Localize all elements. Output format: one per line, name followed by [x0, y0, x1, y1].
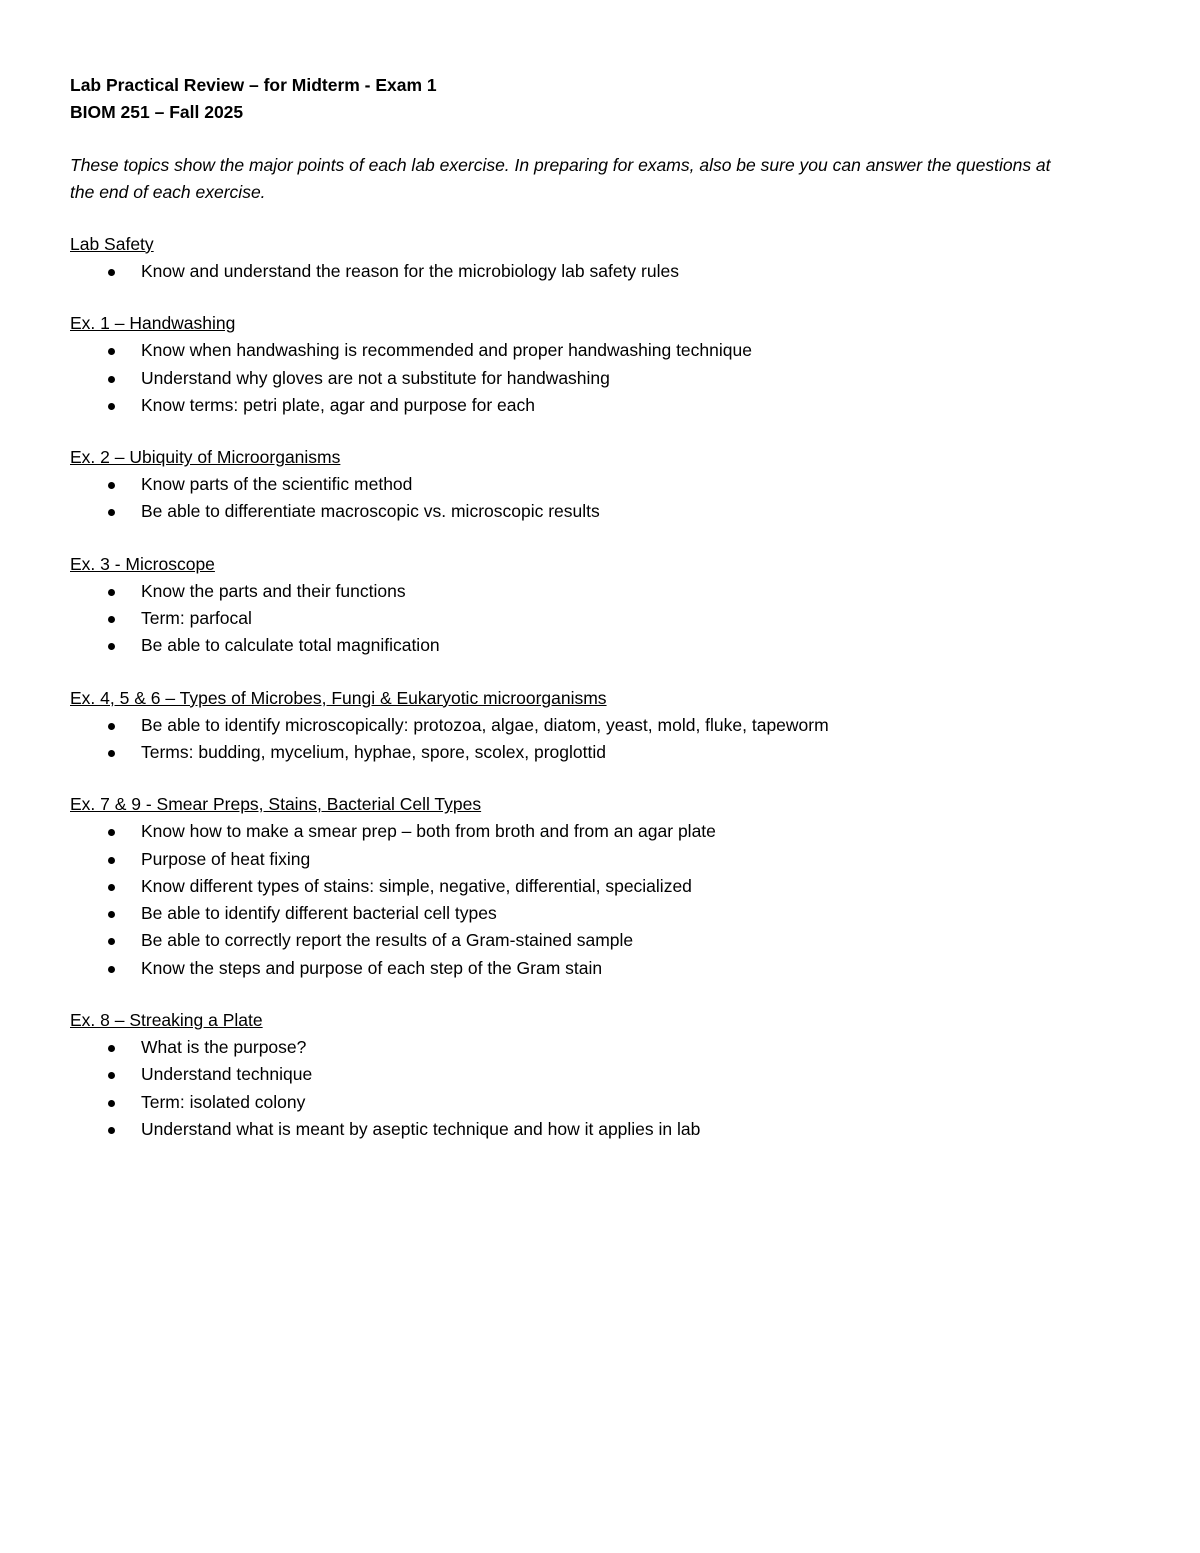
section: [70, 231, 1130, 285]
intro-paragraph: These topics show the major points of each lab exercise. In preparing for exams, also be sure you can answer the questions at the end of each exercise.: [70, 155, 1051, 202]
bullet-list: [70, 818, 1130, 982]
list-item: [70, 605, 1130, 632]
bullet-icon: [108, 1072, 115, 1079]
bullet-icon: [108, 616, 115, 623]
list-item-text: Know terms: petri plate, agar and purpose for each: [141, 394, 535, 415]
section-heading: Ex. 4, 5 & 6 – Types of Microbes, Fungi & Eukaryotic microorganisms: [70, 687, 607, 708]
list-item-text: Be able to identify different bacterial cell types: [141, 903, 497, 924]
list-item: [70, 1034, 1130, 1061]
list-item-text: Understand technique: [141, 1064, 313, 1085]
bullet-icon: [108, 723, 115, 730]
bullet-icon: [108, 1045, 115, 1052]
section: [70, 551, 1130, 660]
bullet-list: [70, 258, 1130, 285]
bullet-icon: [108, 1127, 115, 1134]
bullet-list: [70, 712, 1130, 767]
bullet-icon: [108, 376, 115, 383]
list-item-text: Know different types of stains: simple, negative, differential, specialized: [141, 875, 692, 896]
section-heading: Ex. 8 – Streaking a Plate: [70, 1010, 263, 1031]
course-line: BIOM 251 – Fall 2025: [70, 102, 244, 122]
list-item: [70, 632, 1130, 659]
bullet-list: [70, 337, 1130, 419]
list-item: [70, 578, 1130, 605]
bullet-icon: [108, 829, 115, 836]
bullet-icon: [108, 643, 115, 650]
document-title: Lab Practical Review – for Midterm - Exam 1: [70, 75, 437, 95]
section: [70, 791, 1130, 982]
section: [70, 1007, 1130, 1143]
section: [70, 444, 1130, 526]
section: [70, 310, 1130, 419]
bullet-icon: [108, 348, 115, 355]
list-item: [70, 258, 1130, 285]
bullet-icon: [108, 857, 115, 864]
bullet-icon: [108, 884, 115, 891]
list-item: [70, 1116, 1130, 1143]
list-item: [70, 739, 1130, 766]
list-item-text: Be able to differentiate macroscopic vs. microscopic results: [141, 501, 600, 522]
bullet-icon: [108, 938, 115, 945]
list-item-text: Know how to make a smear prep – both from broth and from an agar plate: [141, 821, 716, 842]
list-item: [70, 873, 1130, 900]
bullet-icon: [108, 911, 115, 918]
section: [70, 685, 1130, 767]
list-item-text: Be able to calculate total magnification: [141, 635, 440, 656]
bullet-icon: [108, 509, 115, 516]
list-item-text: Be able to identify microscopically: protozoa, algae, diatom, yeast, mold, fluke, tapeworm: [141, 714, 829, 735]
list-item: [70, 365, 1130, 392]
bullet-icon: [108, 589, 115, 596]
list-item-text: Term: isolated colony: [141, 1091, 306, 1112]
bullet-icon: [108, 482, 115, 489]
list-item-text: Understand what is meant by aseptic technique and how it applies in lab: [141, 1118, 701, 1139]
list-item-text: Know parts of the scientific method: [141, 474, 413, 495]
list-item-text: Purpose of heat fixing: [141, 848, 311, 869]
list-item: [70, 471, 1130, 498]
list-item-text: Know the parts and their functions: [141, 580, 406, 601]
section-heading: Ex. 7 & 9 - Smear Preps, Stains, Bacterial Cell Types: [70, 794, 482, 815]
list-item-text: Know the steps and purpose of each step of the Gram stain: [141, 957, 603, 978]
list-item: [70, 498, 1130, 525]
list-item-text: Term: parfocal: [141, 608, 252, 629]
list-item: [70, 955, 1130, 982]
list-item: [70, 1089, 1130, 1116]
list-item: [70, 337, 1130, 364]
section-heading: Lab Safety: [70, 234, 154, 254]
list-item-text: Know and understand the reason for the microbiology lab safety rules: [141, 261, 679, 281]
bullet-list: [70, 578, 1130, 660]
list-item-text: Terms: budding, mycelium, hyphae, spore, scolex, proglottid: [141, 741, 606, 762]
list-item: [70, 818, 1130, 845]
list-item: [70, 927, 1130, 954]
section-heading: Ex. 2 – Ubiquity of Microorganisms: [70, 447, 341, 468]
list-item: [70, 392, 1130, 419]
list-item: [70, 712, 1130, 739]
list-item-text: What is the purpose?: [141, 1037, 307, 1058]
section-heading: Ex. 3 - Microscope: [70, 553, 215, 574]
list-item: [70, 846, 1130, 873]
section-heading: Ex. 1 – Handwashing: [70, 313, 236, 334]
bullet-icon: [108, 403, 115, 410]
bullet-list: [70, 471, 1130, 526]
list-item-text: Be able to correctly report the results of a Gram-stained sample: [141, 930, 634, 951]
bullet-icon: [108, 966, 115, 973]
list-item-text: Understand why gloves are not a substitute for handwashing: [141, 367, 610, 388]
bullet-list: [70, 1034, 1130, 1143]
list-item: [70, 900, 1130, 927]
list-item-text: Know when handwashing is recommended and proper handwashing technique: [141, 340, 752, 361]
bullet-icon: [108, 750, 115, 757]
list-item: [70, 1061, 1130, 1088]
sections-container: [70, 231, 1130, 1143]
bullet-icon: [108, 1100, 115, 1107]
bullet-icon: [108, 269, 115, 276]
document-content: [70, 72, 1130, 1143]
